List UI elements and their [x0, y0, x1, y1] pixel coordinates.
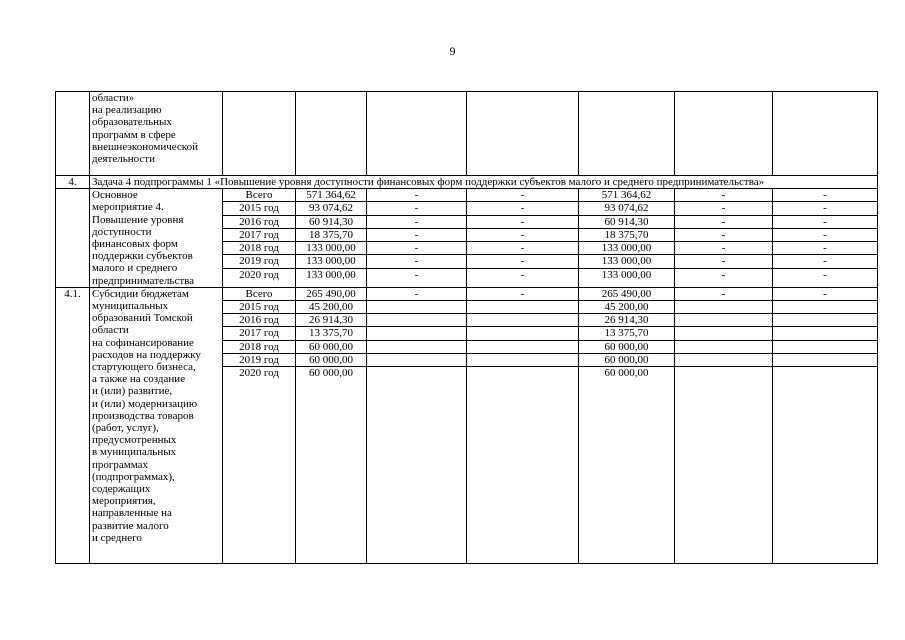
total-cell: 60 000,00 — [296, 340, 367, 353]
name-line: предпринимательства — [92, 274, 195, 287]
name-line: области — [92, 324, 129, 337]
name-line: малого и среднего — [92, 262, 178, 275]
value-cell — [367, 327, 467, 340]
name-line: развитие малого — [92, 519, 169, 532]
value-cell — [367, 367, 467, 564]
value-cell: - — [773, 242, 878, 255]
name-line: на реализацию — [92, 104, 162, 117]
name-line: образовательных — [92, 116, 172, 129]
value-cell: 18 375,70 — [579, 228, 675, 241]
value-cell: - — [367, 215, 467, 228]
total-cell: 60 000,00 — [296, 353, 367, 366]
empty-cell — [467, 92, 579, 176]
value-cell — [467, 314, 579, 327]
total-cell: 18 375,70 — [296, 228, 367, 241]
value-cell: 265 490,00 — [579, 287, 675, 300]
value-cell — [773, 327, 878, 340]
table-row — [56, 287, 878, 300]
value-cell: - — [675, 268, 773, 287]
value-cell: - — [773, 202, 878, 215]
value-cell: - — [773, 255, 878, 268]
total-cell: 133 000,00 — [296, 268, 367, 287]
measure-4-name-cell — [90, 189, 223, 288]
period-cell: 2019 год — [223, 255, 296, 268]
value-cell — [367, 353, 467, 366]
value-cell: 133 000,00 — [579, 242, 675, 255]
total-cell: 60 914,30 — [296, 215, 367, 228]
value-cell — [367, 301, 467, 314]
value-cell: - — [675, 255, 773, 268]
period-cell: 2015 год — [223, 301, 296, 314]
name-line: и (или) модернизацию — [92, 397, 198, 410]
value-cell: 26 914,30 — [579, 314, 675, 327]
name-line: образований Томской — [92, 312, 193, 325]
name-line: деятельности — [92, 153, 155, 166]
total-cell: 45 200,00 — [296, 301, 367, 314]
task-row — [56, 176, 878, 189]
name-line: программ в сфере — [92, 128, 176, 141]
value-cell — [467, 340, 579, 353]
task-num: 4. — [56, 176, 90, 189]
empty-cell — [675, 92, 773, 176]
name-line: и среднего — [92, 531, 142, 544]
period-cell: 2016 год — [223, 314, 296, 327]
empty-cell — [367, 92, 467, 176]
value-cell: 133 000,00 — [579, 268, 675, 287]
name-line: Субсидии бюджетам — [92, 287, 189, 300]
total-cell: 133 000,00 — [296, 255, 367, 268]
value-cell: 133 000,00 — [579, 255, 675, 268]
value-cell: 571 364,62 — [579, 189, 675, 202]
value-cell: - — [467, 268, 579, 287]
period-cell: 2020 год — [223, 268, 296, 287]
table-row — [56, 189, 878, 202]
period-cell: Всего — [223, 189, 296, 202]
total-cell: 133 000,00 — [296, 242, 367, 255]
carryover-name-cell — [90, 92, 223, 176]
name-line: внешнеэкономической — [92, 140, 198, 153]
value-cell: 93 074,62 — [579, 202, 675, 215]
name-line: области» — [92, 92, 135, 104]
value-cell: 60 000,00 — [579, 353, 675, 366]
task-title: Задача 4 подпрограммы 1 «Повышение уровня доступности финансовых форм поддержки субъектов малого и среднего предпринимательства» — [90, 176, 878, 189]
empty-cell — [223, 92, 296, 176]
total-cell: 13 375,70 — [296, 327, 367, 340]
page-number: 9 — [449, 44, 456, 58]
name-line: (подпрограммах), — [92, 470, 175, 483]
value-cell — [773, 340, 878, 353]
period-cell: 2020 год — [223, 367, 296, 564]
total-cell: 93 074,62 — [296, 202, 367, 215]
value-cell: - — [675, 242, 773, 255]
value-cell — [367, 340, 467, 353]
name-line: муниципальных — [92, 300, 169, 313]
value-cell: - — [675, 228, 773, 241]
period-cell: 2017 год — [223, 228, 296, 241]
name-line: производства товаров — [92, 409, 194, 422]
name-line: доступности — [92, 225, 152, 238]
value-cell: - — [467, 255, 579, 268]
value-cell: - — [773, 215, 878, 228]
measure-4-1-name-cell — [90, 287, 223, 563]
value-cell: 13 375,70 — [579, 327, 675, 340]
value-cell: - — [675, 189, 773, 202]
total-cell: 26 914,30 — [296, 314, 367, 327]
measure-4-1-num: 4.1. — [56, 287, 90, 563]
value-cell: - — [467, 189, 579, 202]
period-cell: 2018 год — [223, 242, 296, 255]
value-cell — [467, 353, 579, 366]
value-cell: - — [367, 189, 467, 202]
carryover-num-cell — [56, 92, 90, 176]
period-cell: Всего — [223, 287, 296, 300]
total-cell: 265 490,00 — [296, 287, 367, 300]
name-line: (работ, услуг), — [92, 422, 159, 435]
value-cell: - — [773, 287, 878, 300]
value-cell — [675, 367, 773, 564]
value-cell: - — [367, 242, 467, 255]
value-cell: - — [675, 215, 773, 228]
name-line: содержащих — [92, 483, 151, 496]
total-cell: 60 000,00 — [296, 367, 367, 564]
name-line: мероприятие 4. — [92, 201, 164, 214]
value-cell — [675, 353, 773, 366]
value-cell: - — [675, 287, 773, 300]
value-cell: - — [467, 215, 579, 228]
value-cell: - — [467, 287, 579, 300]
value-cell — [675, 327, 773, 340]
value-cell: - — [467, 202, 579, 215]
value-cell — [367, 314, 467, 327]
name-line: в муниципальных — [92, 446, 177, 459]
value-cell: - — [675, 202, 773, 215]
empty-cell — [579, 92, 675, 176]
period-cell: 2019 год — [223, 353, 296, 366]
empty-cell — [773, 92, 878, 176]
value-cell: - — [367, 228, 467, 241]
value-cell: 60 000,00 — [579, 340, 675, 353]
period-cell: 2016 год — [223, 215, 296, 228]
name-line: стартующего бизнеса, — [92, 361, 196, 374]
value-cell — [773, 314, 878, 327]
value-cell — [773, 367, 878, 564]
value-cell: - — [773, 189, 878, 202]
empty-cell — [296, 92, 367, 176]
value-cell — [467, 327, 579, 340]
value-cell: 60 914,30 — [579, 215, 675, 228]
carryover-row — [56, 92, 878, 176]
name-line: Повышение уровня — [92, 213, 184, 226]
name-line: направленные на — [92, 507, 172, 520]
name-line: и (или) развитие, — [92, 385, 173, 398]
name-line: а также на создание — [92, 373, 186, 386]
period-cell: 2018 год — [223, 340, 296, 353]
value-cell — [675, 314, 773, 327]
value-cell: - — [367, 255, 467, 268]
value-cell: 60 000,00 — [579, 367, 675, 564]
total-cell: 571 364,62 — [296, 189, 367, 202]
value-cell — [467, 367, 579, 564]
value-cell — [773, 301, 878, 314]
period-cell: 2017 год — [223, 327, 296, 340]
value-cell: - — [367, 287, 467, 300]
name-line: мероприятия, — [92, 495, 156, 508]
name-line: финансовых форм — [92, 238, 178, 251]
value-cell: - — [367, 202, 467, 215]
value-cell: - — [467, 228, 579, 241]
name-line: на софинансирование — [92, 336, 194, 349]
name-line: предусмотренных — [92, 434, 177, 447]
name-line: расходов на поддержку — [92, 348, 201, 361]
budget-table — [55, 91, 878, 564]
value-cell: - — [467, 242, 579, 255]
value-cell — [675, 340, 773, 353]
value-cell — [675, 301, 773, 314]
name-line: Основное — [92, 189, 138, 202]
value-cell: - — [367, 268, 467, 287]
value-cell: - — [773, 228, 878, 241]
value-cell — [467, 301, 579, 314]
measure-4-num-cell — [56, 189, 90, 288]
value-cell — [773, 353, 878, 366]
value-cell: 45 200,00 — [579, 301, 675, 314]
period-cell: 2015 год — [223, 202, 296, 215]
value-cell: - — [773, 268, 878, 287]
name-line: поддержки субъектов — [92, 250, 193, 263]
name-line: программах — [92, 458, 149, 471]
